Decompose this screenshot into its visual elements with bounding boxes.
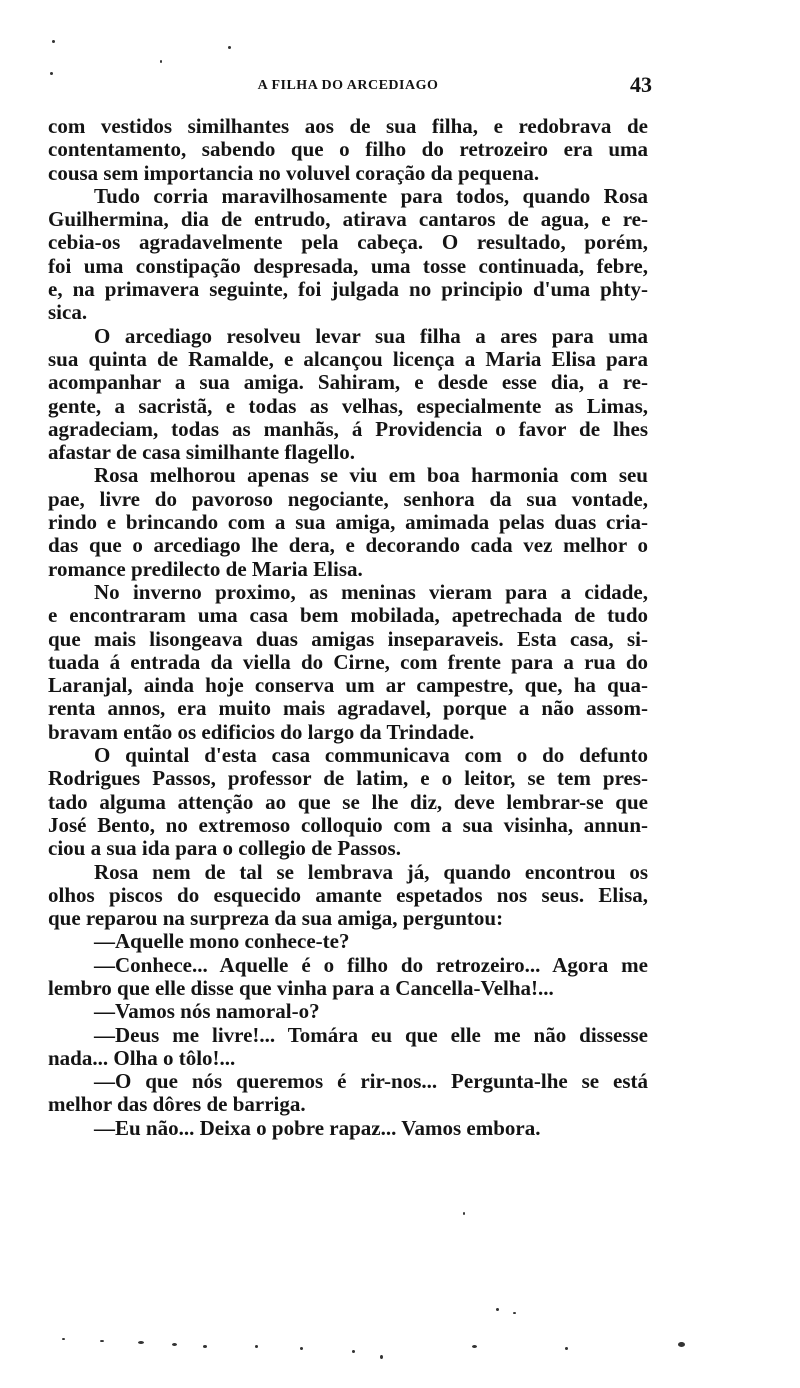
text-line: contentamento, sabendo que o filho do retrozeiro era uma bbox=[48, 137, 648, 162]
body-text bbox=[48, 115, 648, 1140]
scan-speck bbox=[255, 1345, 258, 1348]
text-line: com vestidos similhantes aos de sua filha, e redobrava de bbox=[48, 114, 648, 138]
text-line: sua quinta de Ramalde, e alcançou licença a Maria Elisa para bbox=[48, 346, 648, 371]
text-line: lembro que elle disse que vinha para a Cancella-Velha!... bbox=[48, 975, 554, 1000]
text-line: e, na primavera seguinte, foi julgada no principio d'uma phty- bbox=[48, 277, 648, 302]
scan-speck bbox=[100, 1340, 104, 1342]
text-line: acompanhar a sua amiga. Sahiram, e desde esse dia, a re- bbox=[48, 370, 648, 395]
paragraph bbox=[48, 1117, 648, 1140]
text-line: cousa sem importancia no voluvel coração da pequena. bbox=[48, 160, 540, 185]
text-line: romance predilecto de Maria Elisa. bbox=[48, 556, 363, 581]
text-line: José Bento, no extremoso colloquio com a sua visinha, annun- bbox=[48, 812, 648, 837]
text-line: que reparou na surpreza da sua amiga, perguntou: bbox=[48, 906, 504, 931]
paragraph bbox=[48, 1000, 648, 1023]
text-line: —Eu não... Deixa o pobre rapaz... Vamos embora. bbox=[94, 1115, 541, 1140]
scan-speck bbox=[513, 1312, 516, 1314]
scan-speck bbox=[228, 46, 231, 49]
text-line: sica. bbox=[48, 300, 88, 325]
scan-speck bbox=[62, 1338, 65, 1340]
text-line: Guilhermina, dia de entrudo, atirava cantaros de agua, e re- bbox=[48, 207, 648, 232]
paragraph bbox=[48, 464, 648, 580]
text-line: —Deus me livre!... Tomára eu que elle me não dissesse bbox=[94, 1022, 648, 1047]
page-header bbox=[48, 72, 652, 102]
paragraph bbox=[48, 930, 648, 953]
running-title: A FILHA DO ARCEDIAGO bbox=[257, 78, 439, 93]
text-line: —Aquelle mono conhece-te? bbox=[94, 929, 350, 954]
scan-speck bbox=[496, 1308, 499, 1311]
text-line: olhos piscos do esquecido amante espetados nos seus. Elisa, bbox=[48, 882, 648, 907]
scan-speck bbox=[50, 72, 53, 75]
text-line: das que o arcediago lhe dera, e decorando cada vez melhor o bbox=[48, 533, 648, 558]
text-line: agradeciam, todas as manhãs, á Providencia o favor de lhes bbox=[48, 416, 648, 441]
scan-speck bbox=[352, 1350, 355, 1353]
text-line: Rodrigues Passos, professor de latim, e o leitor, se tem pres- bbox=[48, 766, 648, 791]
text-line: e encontraram uma casa bem mobilada, apetrechada de tudo bbox=[48, 603, 648, 628]
scan-speck bbox=[52, 40, 55, 43]
scan-speck bbox=[160, 60, 162, 63]
scan-speck bbox=[678, 1342, 685, 1347]
text-line: ciou a sua ida para o collegio de Passos. bbox=[48, 836, 401, 861]
text-line: Rosa nem de tal se lembrava já, quando encontrou os bbox=[94, 859, 648, 884]
text-line: Rosa melhorou apenas se viu em boa harmonia com seu bbox=[94, 463, 648, 488]
paragraph bbox=[48, 1070, 648, 1117]
paragraph bbox=[48, 744, 648, 860]
text-line: No inverno proximo, as meninas vieram para a cidade, bbox=[94, 579, 648, 604]
text-line: Laranjal, ainda hoje conserva um ar campestre, que, ha qua- bbox=[48, 673, 648, 698]
paragraph bbox=[48, 1024, 648, 1071]
scan-speck bbox=[203, 1345, 207, 1348]
text-line: O arcediago resolveu levar sua filha a ares para uma bbox=[94, 323, 648, 348]
text-line: pae, livre do pavoroso negociante, senhora da sua vontade, bbox=[48, 486, 648, 511]
text-line: O quintal d'esta casa communicava com o do defunto bbox=[94, 743, 648, 768]
scan-speck bbox=[472, 1345, 477, 1348]
text-line: renta annos, era muito mais agradavel, porque a não assom- bbox=[48, 696, 648, 721]
scan-speck bbox=[565, 1347, 568, 1350]
text-line: —O que nós queremos é rir-nos... Pergunta-lhe se está bbox=[94, 1069, 648, 1094]
paragraph bbox=[48, 861, 648, 931]
scan-speck bbox=[463, 1212, 465, 1215]
paragraph bbox=[48, 325, 648, 465]
scan-speck bbox=[380, 1355, 383, 1359]
text-line: cebia-os agradavelmente pela cabeça. O resultado, porém, bbox=[48, 230, 648, 255]
text-line: que mais lisongeava duas amigas inseparaveis. Esta casa, si- bbox=[48, 626, 648, 651]
text-line: afastar de casa similhante flagello. bbox=[48, 440, 356, 465]
scan-speck bbox=[172, 1343, 177, 1346]
scan-speck bbox=[300, 1347, 303, 1350]
text-line: —Conhece... Aquelle é o filho do retrozeiro... Agora me bbox=[94, 952, 648, 977]
scan-speck bbox=[138, 1341, 144, 1344]
paragraph bbox=[48, 185, 648, 325]
page-number: 43 bbox=[630, 72, 652, 97]
paragraph bbox=[48, 954, 648, 1001]
text-line: foi uma constipação despresada, uma tosse continuada, febre, bbox=[48, 253, 648, 278]
text-line: nada... Olha o tôlo!... bbox=[48, 1045, 236, 1070]
text-line: tado alguma attenção ao que se lhe diz, deve lembrar-se que bbox=[48, 789, 648, 814]
paragraph bbox=[48, 581, 648, 744]
text-line: gente, a sacristã, e todas as velhas, especialmente as Limas, bbox=[48, 393, 648, 418]
text-line: tuada á entrada da viella do Cirne, com frente para a rua do bbox=[48, 649, 648, 674]
text-line: rindo e brincando com a sua amiga, amimada pelas duas cria- bbox=[48, 510, 648, 535]
text-line: —Vamos nós namoral-o? bbox=[94, 999, 320, 1024]
text-line: Tudo corria maravilhosamente para todos, quando Rosa bbox=[94, 183, 648, 208]
text-line: bravam então os edificios do largo da Trindade. bbox=[48, 719, 475, 744]
paragraph bbox=[48, 115, 648, 185]
text-line: melhor das dôres de barriga. bbox=[48, 1092, 306, 1117]
